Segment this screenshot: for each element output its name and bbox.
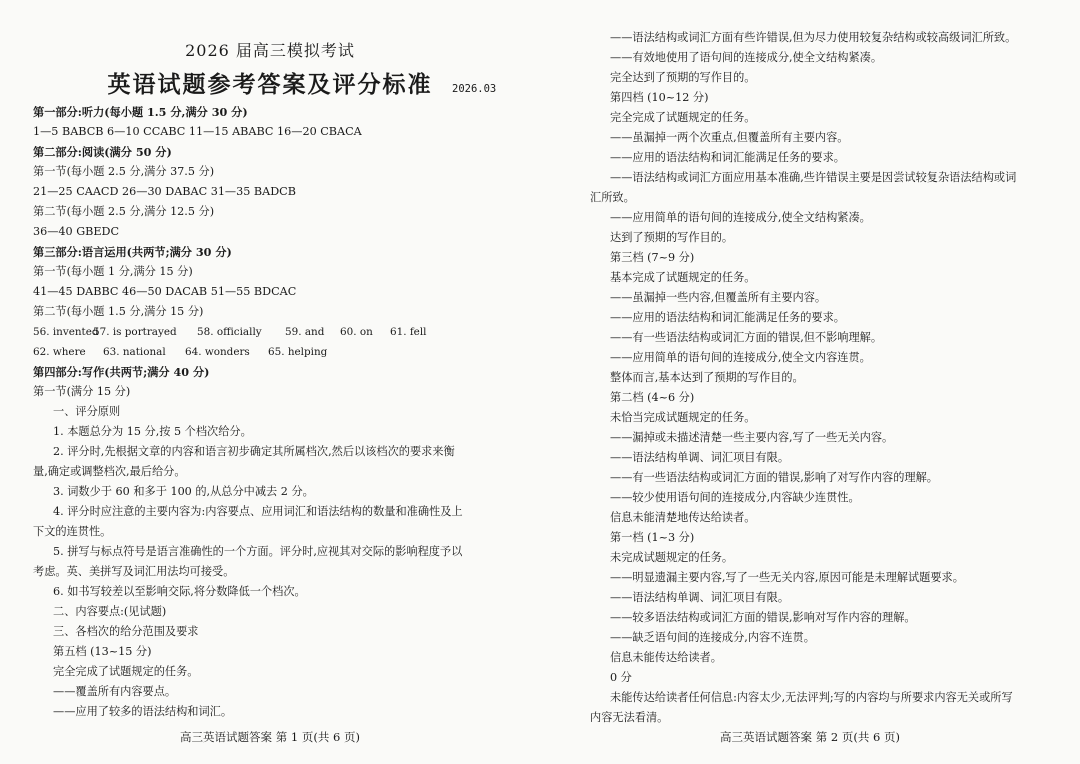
text-line: 1—5 BABCB 6—10 CCABC 11—15 ABABC 16—20 CBACA [33, 125, 362, 138]
text-line: 第一节(满分 15 分) [33, 385, 131, 398]
text-line: 未恰当完成试题规定的任务。 [610, 411, 756, 424]
fill-answer: 56. invented [33, 326, 99, 338]
text-line: 未完成试题规定的任务。 [610, 551, 734, 564]
text-line: 第一节(每小题 1 分,满分 15 分) [33, 265, 193, 278]
text-line: ——虽漏掉一些内容,但覆盖所有主要内容。 [610, 291, 827, 304]
left-column [33, 102, 511, 722]
text-line: 信息未能传达给读者。 [610, 651, 722, 664]
text-line: 未能传达给读者任何信息:内容太少,无法评判;写的内容均与所要求内容无关或所写 [610, 691, 1013, 704]
text-line: ——覆盖所有内容要点。 [53, 685, 177, 698]
text-line: 考虑。英、美拼写及词汇用法均可接受。 [33, 565, 235, 578]
text-line: ——应用简单的语句间的连接成分,使全文内容连贯。 [610, 351, 871, 364]
text-line: 3. 词数少于 60 和多于 100 的,从总分中减去 2 分。 [53, 485, 314, 498]
text-line: 0 分 [610, 671, 632, 684]
text-line: ——语法结构单调、词汇项目有限。 [610, 451, 790, 464]
text-line: 信息未能清楚地传达给读者。 [610, 511, 756, 524]
text-line: 完全完成了试题规定的任务。 [610, 111, 756, 124]
text-line: 完全完成了试题规定的任务。 [53, 665, 199, 678]
text-line: 二、内容要点:(见试题) [53, 605, 167, 618]
text-line: ——有效地使用了语句间的连接成分,使全文结构紧凑。 [610, 51, 883, 64]
fill-answer: 60. on [340, 326, 373, 338]
text-line: 第五档 (13~15 分) [53, 645, 152, 658]
fill-answer: 61. fell [390, 326, 427, 338]
page-right [540, 0, 1080, 764]
text-line: ——应用简单的语句间的连接成分,使全文结构紧凑。 [610, 211, 871, 224]
text-line: ——明显遗漏主要内容,写了一些无关内容,原因可能是未理解试题要求。 [610, 571, 964, 584]
text-line: 第三档 (7~9 分) [610, 251, 695, 264]
fill-answer: 59. and [285, 326, 325, 338]
text-line: ——应用了较多的语法结构和词汇。 [53, 705, 233, 718]
text-line: ——语法结构或词汇方面应用基本准确,些许错误主要是因尝试较复杂语法结构或词 [610, 171, 1017, 184]
exam-date: 2026.03 [452, 83, 497, 95]
page-footer-right: 高三英语试题答案 第 2 页(共 6 页) [720, 730, 900, 744]
text-line: 41—45 DABBC 46—50 DACAB 51—55 BDCAC [33, 285, 297, 298]
text-line: 内容无法看清。 [590, 711, 669, 724]
text-line: 达到了预期的写作目的。 [610, 231, 734, 244]
fill-answer: 63. national [103, 346, 166, 358]
text-line: 整体而言,基本达到了预期的写作目的。 [610, 371, 804, 384]
text-line: 1. 本题总分为 15 分,按 5 个档次给分。 [53, 425, 252, 438]
fill-answer: 65. helping [268, 346, 328, 358]
text-line: 第一节(每小题 2.5 分,满分 37.5 分) [33, 165, 215, 178]
text-line: ——语法结构单调、词汇项目有限。 [610, 591, 790, 604]
text-line: 第一档 (1~3 分) [610, 531, 695, 544]
fill-answer: 64. wonders [185, 346, 250, 358]
text-line: 下文的连贯性。 [33, 525, 112, 538]
text-line: 36—40 GBEDC [33, 225, 120, 238]
text-line: ——漏掉或未描述清楚一些主要内容,写了一些无关内容。 [610, 431, 894, 444]
text-line: 量,确定或调整档次,最后给分。 [33, 465, 186, 478]
text-line: 三、各档次的给分范围及要求 [53, 625, 199, 638]
text-line: ——缺乏语句间的连接成分,内容不连贯。 [610, 631, 815, 644]
text-line: 6. 如书写较差以至影响交际,将分数降低一个档次。 [53, 585, 306, 598]
section-heading: 第三部分:语言运用(共两节;满分 30 分) [33, 245, 232, 259]
fill-row-1 [33, 322, 511, 342]
fill-answer: 62. where [33, 346, 86, 358]
fill-row-2 [33, 342, 511, 362]
page-title: 英语试题参考答案及评分标准 [107, 71, 433, 98]
text-line: 汇所致。 [590, 191, 635, 204]
text-line: ——有一些语法结构或词汇方面的错误,影响了对写作内容的理解。 [610, 471, 938, 484]
text-line: ——虽漏掉一两个次重点,但覆盖所有主要内容。 [610, 131, 849, 144]
text-line: 一、评分原则 [53, 405, 121, 418]
text-line: ——较少使用语句间的连接成分,内容缺少连贯性。 [610, 491, 860, 504]
text-line: 第二档 (4~6 分) [610, 391, 695, 404]
text-line: 第二节(每小题 2.5 分,满分 12.5 分) [33, 205, 215, 218]
right-column [590, 28, 1055, 728]
text-line: 21—25 CAACD 26—30 DABAC 31—35 BADCB [33, 185, 296, 198]
text-line: 5. 拼写与标点符号是语言准确性的一个方面。评分时,应视其对交际的影响程度予以 [53, 545, 463, 558]
text-line: 基本完成了试题规定的任务。 [610, 271, 756, 284]
text-line: 第二节(每小题 1.5 分,满分 15 分) [33, 305, 204, 318]
text-line: ——有一些语法结构或词汇方面的错误,但不影响理解。 [610, 331, 883, 344]
text-line: 2. 评分时,先根据文章的内容和语言初步确定其所属档次,然后以该档次的要求来衡 [53, 445, 455, 458]
text-line: 完全达到了预期的写作目的。 [610, 71, 756, 84]
section-heading: 第二部分:阅读(满分 50 分) [33, 145, 172, 159]
text-line: 第四档 (10~12 分) [610, 91, 709, 104]
text-line: ——较多语法结构或词汇方面的错误,影响对写作内容的理解。 [610, 611, 916, 624]
section-heading: 第四部分:写作(共两节;满分 40 分) [33, 365, 210, 379]
page-footer-left: 高三英语试题答案 第 1 页(共 6 页) [180, 730, 360, 744]
section-heading: 第一部分:听力(每小题 1.5 分,满分 30 分) [33, 105, 248, 119]
exam-subtitle: 2026 届高三模拟考试 [185, 41, 355, 60]
text-line: ——应用的语法结构和词汇能满足任务的要求。 [610, 311, 845, 324]
fill-answer: 57. is portrayed [93, 326, 177, 338]
fill-answer: 58. officially [197, 326, 262, 338]
text-line: 4. 评分时应注意的主要内容为:内容要点、应用词汇和语法结构的数量和准确性及上 [53, 505, 463, 518]
text-line: ——应用的语法结构和词汇能满足任务的要求。 [610, 151, 845, 164]
text-line: ——语法结构或词汇方面有些许错误,但为尽力使用较复杂结构或较高级词汇所致。 [610, 31, 1017, 44]
